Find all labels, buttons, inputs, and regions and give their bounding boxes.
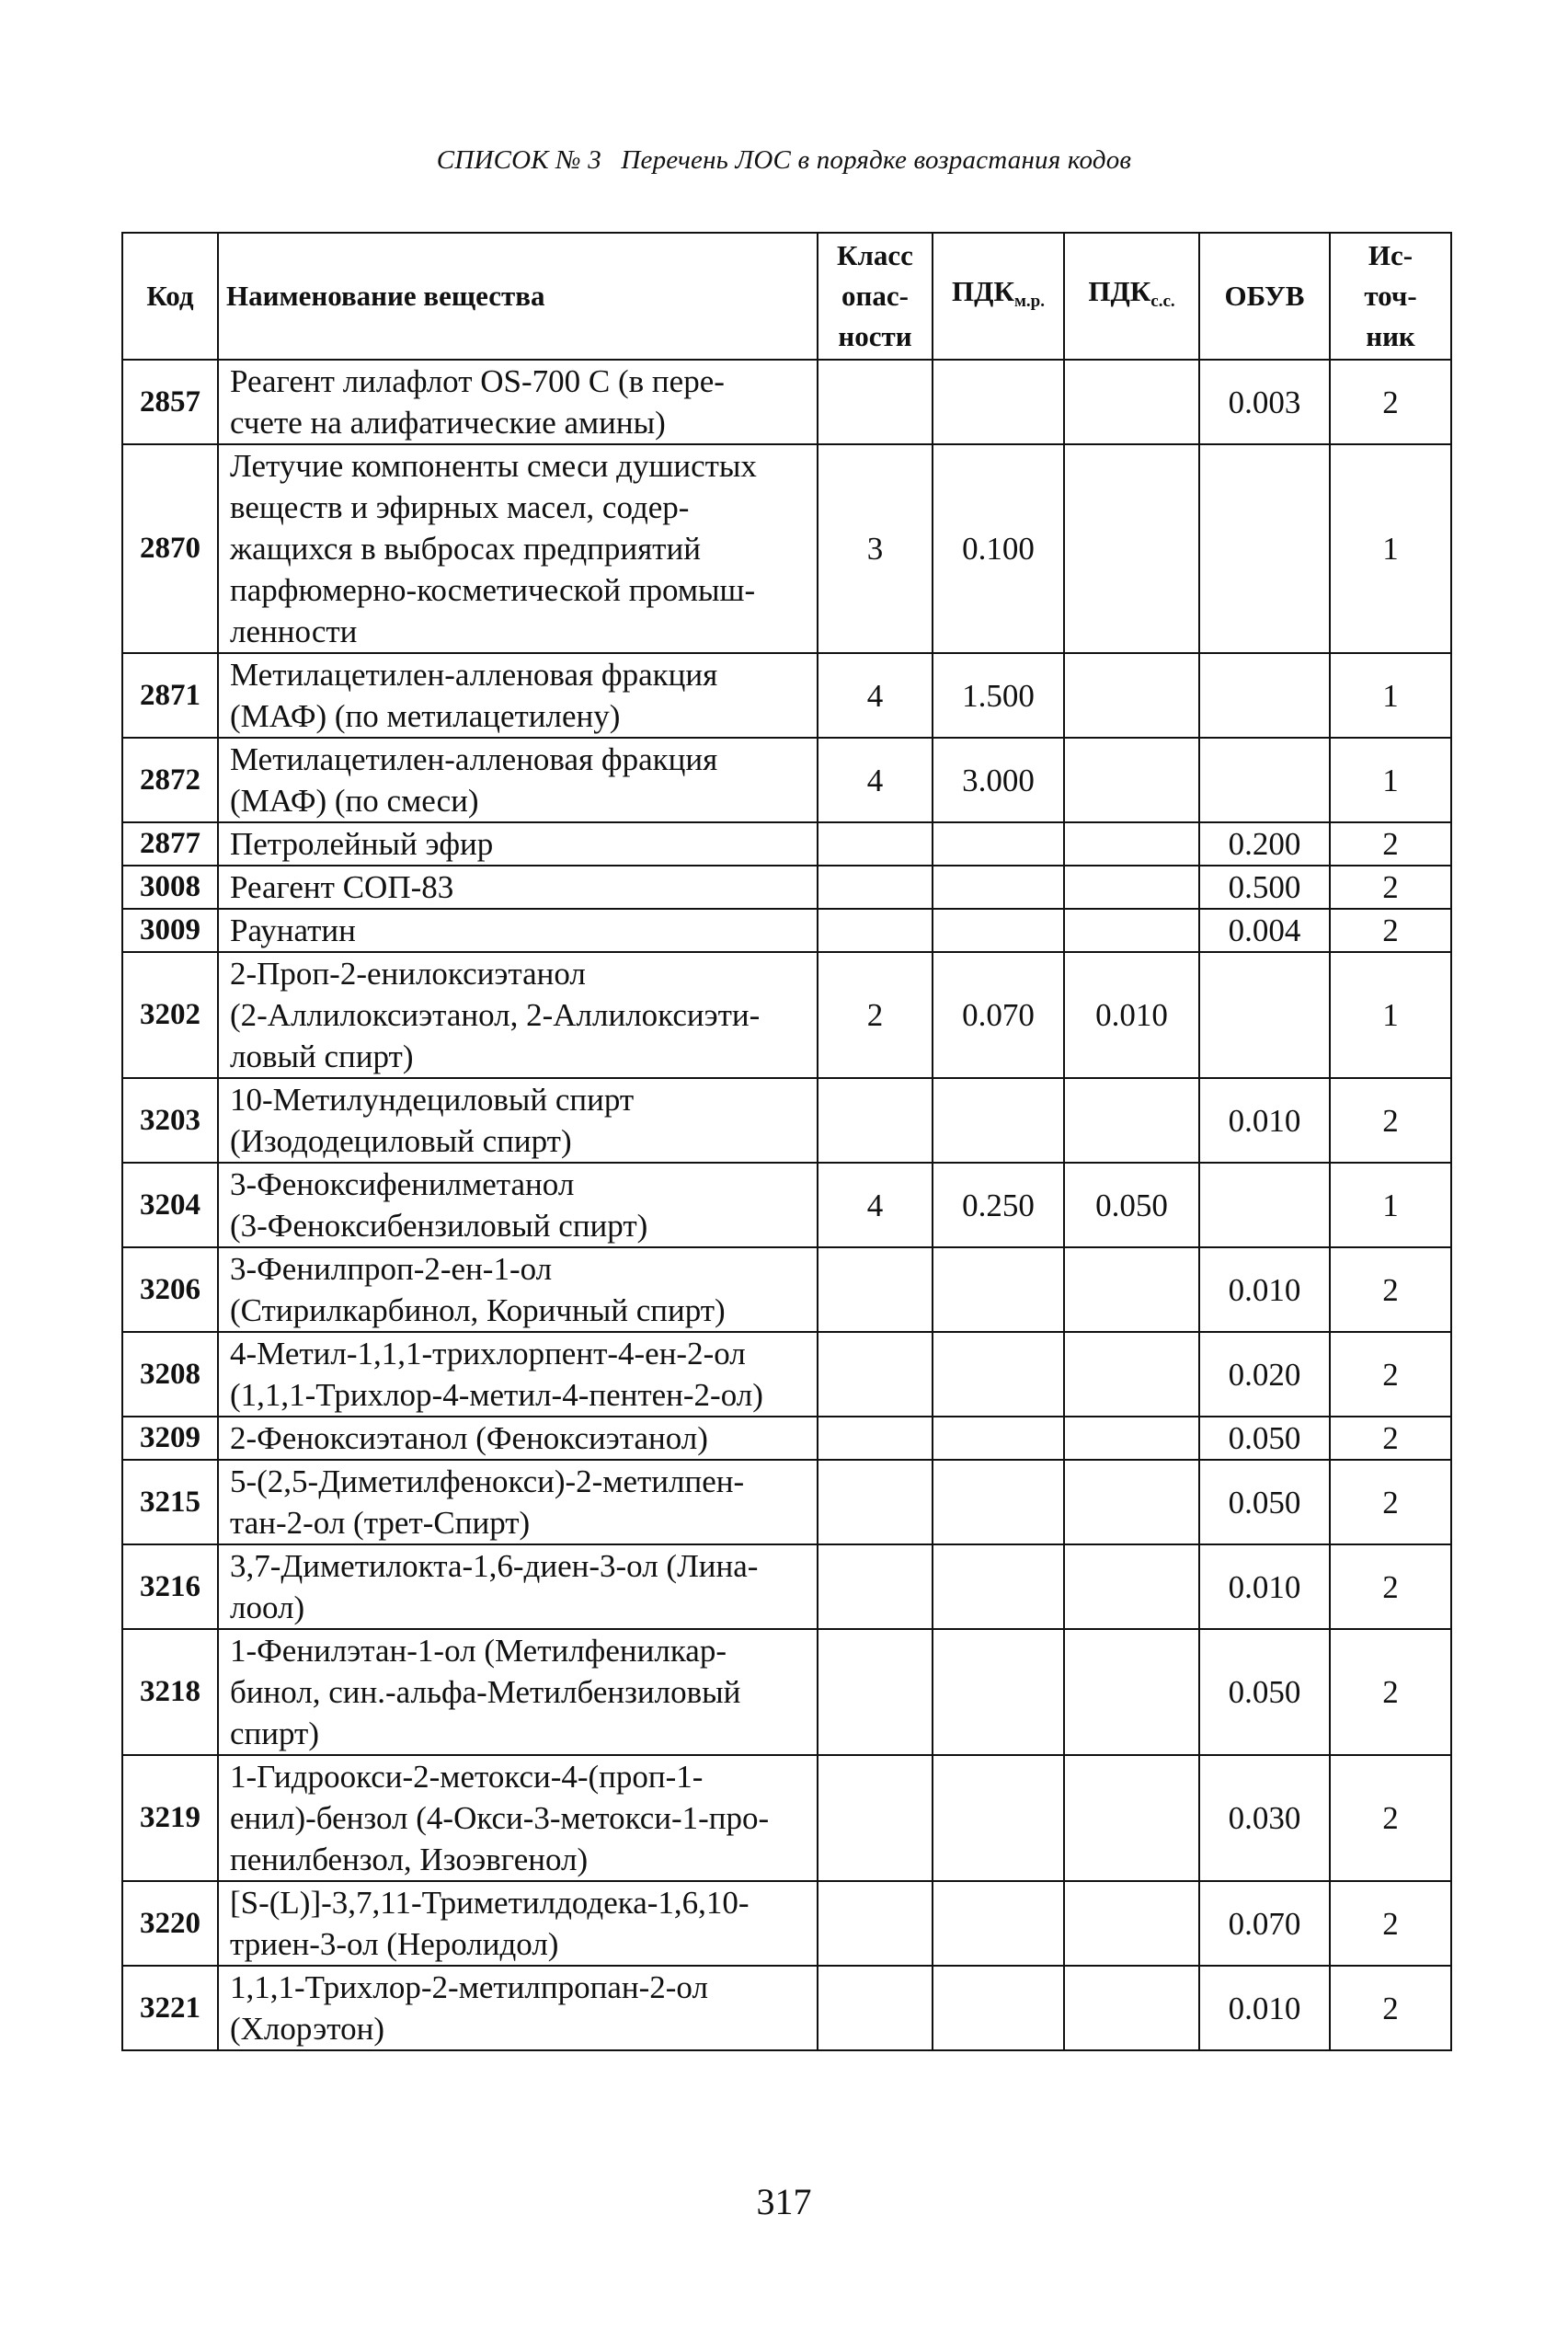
cell-pdk-mr: 0.070 — [933, 952, 1064, 1078]
substances-table — [121, 232, 1452, 2051]
header-pdk-mr: $ПДК_{м.р.}$ — [933, 233, 1064, 360]
cell-pdk-mr — [933, 360, 1064, 444]
header-code: Код — [122, 233, 218, 360]
cell-pdk-mr — [933, 1247, 1064, 1332]
cell-source: 2 — [1330, 1544, 1451, 1629]
cell-pdk-mr — [933, 1544, 1064, 1629]
cell-hazard-class — [818, 1460, 933, 1544]
page-number: 317 — [756, 2181, 812, 2222]
table-row — [122, 1881, 1451, 1966]
cell-source: 2 — [1330, 1078, 1451, 1163]
cell-name: Раунатин — [218, 909, 818, 952]
cell-hazard-class: 3 — [818, 444, 933, 653]
cell-pdk-ss — [1064, 1332, 1199, 1417]
cell-pdk-ss — [1064, 1417, 1199, 1460]
cell-source: 2 — [1330, 1966, 1451, 2050]
cell-obuv: 0.010 — [1199, 1544, 1330, 1629]
cell-name: [S-(L)]-3,7,11-Триметилдодека-1,6,10- триен-3-ол (Неролидол) — [218, 1881, 818, 1966]
table-row — [122, 738, 1451, 822]
cell-pdk-mr — [933, 1460, 1064, 1544]
list-subtitle: Перечень ЛОС в порядке возрастания кодов — [621, 145, 1132, 175]
cell-obuv: 0.003 — [1199, 360, 1330, 444]
cell-hazard-class — [818, 1881, 933, 1966]
cell-name: 1-Гидроокси-2-метокси-4-(проп-1- енил)-бензол (4-Окси-3-метокси-1-про- пенилбензол, Изоэвгенол) — [218, 1755, 818, 1881]
cell-obuv — [1199, 653, 1330, 738]
cell-pdk-mr — [933, 1332, 1064, 1417]
cell-name: 3-Феноксифенилметанол (3-Феноксибензиловый спирт) — [218, 1163, 818, 1247]
cell-name: 2-Проп-2-енилоксиэтанол (2-Аллилоксиэтанол, 2-Аллилоксиэти- ловый спирт) — [218, 952, 818, 1078]
cell-pdk-ss — [1064, 444, 1199, 653]
cell-source: 2 — [1330, 360, 1451, 444]
cell-source: 1 — [1330, 653, 1451, 738]
cell-pdk-ss — [1064, 360, 1199, 444]
table-row — [122, 1332, 1451, 1417]
cell-pdk-mr — [933, 1078, 1064, 1163]
cell-source: 1 — [1330, 444, 1451, 653]
table-row — [122, 909, 1451, 952]
header-hazard-class: Класс опас- ности — [818, 233, 933, 360]
table-row — [122, 653, 1451, 738]
table-row — [122, 822, 1451, 866]
cell-name: 3-Фенилпроп-2-ен-1-ол (Стирилкарбинол, Коричный спирт) — [218, 1247, 818, 1332]
cell-name: Метилацетилен-алленовая фракция (МАФ) (по метилацетилену) — [218, 653, 818, 738]
cell-source: 1 — [1330, 1163, 1451, 1247]
table-row — [122, 866, 1451, 909]
cell-source: 2 — [1330, 909, 1451, 952]
table-row — [122, 1544, 1451, 1629]
cell-pdk-ss: 0.050 — [1064, 1163, 1199, 1247]
cell-obuv — [1199, 444, 1330, 653]
cell-obuv: 0.010 — [1199, 1078, 1330, 1163]
cell-obuv — [1199, 952, 1330, 1078]
cell-pdk-mr — [933, 1966, 1064, 2050]
cell-source: 2 — [1330, 1247, 1451, 1332]
cell-obuv: 0.050 — [1199, 1460, 1330, 1544]
list-number: СПИСОК № 3 — [436, 145, 601, 175]
cell-hazard-class — [818, 1417, 933, 1460]
cell-hazard-class — [818, 1629, 933, 1755]
cell-source: 2 — [1330, 1755, 1451, 1881]
cell-pdk-ss — [1064, 909, 1199, 952]
cell-code: 3204 — [122, 1163, 218, 1247]
cell-code: 2857 — [122, 360, 218, 444]
cell-obuv: 0.500 — [1199, 866, 1330, 909]
cell-obuv — [1199, 1163, 1330, 1247]
cell-hazard-class — [818, 909, 933, 952]
cell-code: 3220 — [122, 1881, 218, 1966]
cell-pdk-mr — [933, 1629, 1064, 1755]
header-pdk-ss: $ПДК_{с.с.}$ — [1064, 233, 1199, 360]
table-row — [122, 1417, 1451, 1460]
cell-source: 2 — [1330, 1629, 1451, 1755]
cell-pdk-ss — [1064, 822, 1199, 866]
cell-obuv: 0.070 — [1199, 1881, 1330, 1966]
cell-obuv: 0.030 — [1199, 1755, 1330, 1881]
cell-pdk-mr: 3.000 — [933, 738, 1064, 822]
cell-name: 10-Метилундециловый спирт (Изододециловый спирт) — [218, 1078, 818, 1163]
cell-code: 3208 — [122, 1332, 218, 1417]
cell-source: 2 — [1330, 1332, 1451, 1417]
cell-code: 3008 — [122, 866, 218, 909]
cell-name: Петролейный эфир — [218, 822, 818, 866]
table-row — [122, 1966, 1451, 2050]
table-row — [122, 1163, 1451, 1247]
cell-hazard-class: 2 — [818, 952, 933, 1078]
cell-code: 3202 — [122, 952, 218, 1078]
cell-pdk-mr — [933, 1881, 1064, 1966]
cell-pdk-ss — [1064, 653, 1199, 738]
cell-obuv — [1199, 738, 1330, 822]
cell-pdk-mr: 0.250 — [933, 1163, 1064, 1247]
cell-code: 3219 — [122, 1755, 218, 1881]
cell-hazard-class — [818, 1332, 933, 1417]
cell-name: 1,1,1-Трихлор-2-метилпропан-2-ол (Хлорэтон) — [218, 1966, 818, 2050]
cell-obuv: 0.050 — [1199, 1629, 1330, 1755]
cell-hazard-class — [818, 822, 933, 866]
cell-code: 2870 — [122, 444, 218, 653]
table-row — [122, 1755, 1451, 1881]
cell-source: 1 — [1330, 952, 1451, 1078]
table-body — [122, 360, 1451, 2050]
header-obuv: ОБУВ — [1199, 233, 1330, 360]
cell-obuv: 0.020 — [1199, 1332, 1330, 1417]
cell-pdk-mr — [933, 909, 1064, 952]
cell-obuv: 0.010 — [1199, 1966, 1330, 2050]
table-row — [122, 1247, 1451, 1332]
cell-obuv: 0.200 — [1199, 822, 1330, 866]
cell-hazard-class — [818, 1544, 933, 1629]
cell-hazard-class: 4 — [818, 738, 933, 822]
cell-source: 2 — [1330, 1881, 1451, 1966]
cell-code: 3203 — [122, 1078, 218, 1163]
cell-name: 5-(2,5-Диметилфенокси)-2-метилпен- тан-2-ол (трет-Спирт) — [218, 1460, 818, 1544]
cell-name: Реагент СОП-83 — [218, 866, 818, 909]
cell-source: 2 — [1330, 1460, 1451, 1544]
cell-hazard-class — [818, 1247, 933, 1332]
cell-code: 3206 — [122, 1247, 218, 1332]
cell-code: 3218 — [122, 1629, 218, 1755]
cell-name: Метилацетилен-алленовая фракция (МАФ) (по смеси) — [218, 738, 818, 822]
cell-code: 2872 — [122, 738, 218, 822]
cell-pdk-ss — [1064, 1078, 1199, 1163]
cell-name: Реагент лилафлот OS-700 С (в пере- счете на алифатические амины) — [218, 360, 818, 444]
cell-code: 2877 — [122, 822, 218, 866]
cell-pdk-ss: 0.010 — [1064, 952, 1199, 1078]
header-name: Наименование вещества — [218, 233, 818, 360]
cell-obuv: 0.004 — [1199, 909, 1330, 952]
cell-pdk-ss — [1064, 738, 1199, 822]
cell-code: 3215 — [122, 1460, 218, 1544]
cell-pdk-mr — [933, 822, 1064, 866]
page-title — [0, 145, 1568, 176]
cell-hazard-class: 4 — [818, 653, 933, 738]
cell-code: 3216 — [122, 1544, 218, 1629]
cell-pdk-ss — [1064, 1881, 1199, 1966]
header-source: Ис- точ- ник — [1330, 233, 1451, 360]
table-row — [122, 952, 1451, 1078]
table-row — [122, 1460, 1451, 1544]
cell-pdk-ss — [1064, 1460, 1199, 1544]
cell-code: 3209 — [122, 1417, 218, 1460]
cell-hazard-class: 4 — [818, 1163, 933, 1247]
cell-obuv: 0.050 — [1199, 1417, 1330, 1460]
cell-source: 2 — [1330, 822, 1451, 866]
cell-name: Летучие компоненты смеси душистых веществ и эфирных масел, содер- жащихся в выбросах предприятий парфюмерно-косметической промыш- ленности — [218, 444, 818, 653]
cell-name: 2-Феноксиэтанол (Феноксиэтанол) — [218, 1417, 818, 1460]
cell-hazard-class — [818, 1078, 933, 1163]
table-header-row — [122, 233, 1451, 360]
cell-pdk-ss — [1064, 1629, 1199, 1755]
table-row — [122, 1078, 1451, 1163]
cell-pdk-ss — [1064, 1544, 1199, 1629]
cell-obuv: 0.010 — [1199, 1247, 1330, 1332]
cell-source: 1 — [1330, 738, 1451, 822]
table-row — [122, 1629, 1451, 1755]
cell-pdk-ss — [1064, 1755, 1199, 1881]
cell-pdk-mr — [933, 1755, 1064, 1881]
cell-pdk-mr: 0.100 — [933, 444, 1064, 653]
cell-hazard-class — [818, 360, 933, 444]
cell-pdk-ss — [1064, 866, 1199, 909]
cell-pdk-ss — [1064, 1966, 1199, 2050]
cell-code: 2871 — [122, 653, 218, 738]
table-row — [122, 360, 1451, 444]
cell-hazard-class — [818, 866, 933, 909]
cell-pdk-mr: 1.500 — [933, 653, 1064, 738]
cell-source: 2 — [1330, 1417, 1451, 1460]
table-row — [122, 444, 1451, 653]
cell-name: 1-Фенилэтан-1-ол (Метилфенилкар- бинол, син.-альфа-Метилбензиловый спирт) — [218, 1629, 818, 1755]
cell-hazard-class — [818, 1966, 933, 2050]
cell-pdk-mr — [933, 1417, 1064, 1460]
cell-pdk-ss — [1064, 1247, 1199, 1332]
cell-source: 2 — [1330, 866, 1451, 909]
cell-name: 4-Метил-1,1,1-трихлорпент-4-ен-2-ол (1,1,1-Трихлор-4-метил-4-пентен-2-ол) — [218, 1332, 818, 1417]
cell-pdk-mr — [933, 866, 1064, 909]
cell-code: 3221 — [122, 1966, 218, 2050]
cell-hazard-class — [818, 1755, 933, 1881]
cell-code: 3009 — [122, 909, 218, 952]
cell-name: 3,7-Диметилокта-1,6-диен-3-ол (Лина- лоол) — [218, 1544, 818, 1629]
